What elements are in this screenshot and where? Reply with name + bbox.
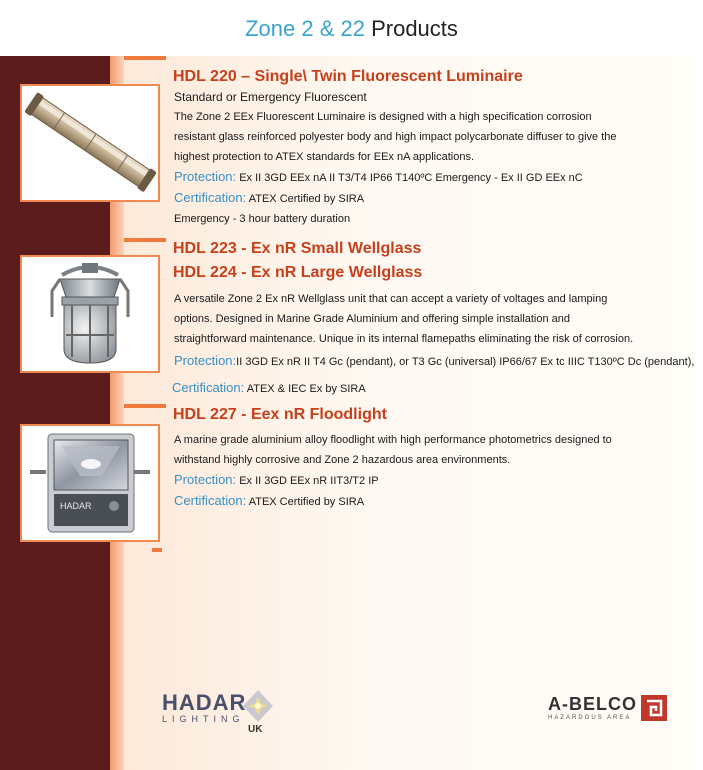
hadar-lighting-logo [162,690,263,735]
certification-value: ATEX Certified by SIRA [248,496,365,508]
a-belco-mark-icon [641,695,667,721]
certification-label: Certification: [174,493,247,508]
protection-label: Protection: [174,472,237,487]
product-body-hdl223 [174,289,694,399]
floodlight-brand-label: HADAR [60,501,92,511]
product-photo-floodlight [20,424,160,542]
page-title [0,16,703,42]
certification-label: Certification: [172,380,245,395]
a-belco-logo [548,694,667,721]
protection-value: Ex II 3GD EEx nR IIT3/T2 IP [239,475,379,487]
page-title-rest: Products [364,16,458,41]
protection-value: II 3GD Ex nR II T4 Gc (pendant), or T3 Gc (universal) IP66/67 Ex tc IIIC T130ºC Dc (pendant), [236,356,695,368]
page-title-accent: Zone 2 & 22 [245,16,365,41]
orange-accent-line [152,548,162,552]
protection-value: Ex II 3GD EEx nA II T3/T4 IP66 T140ºC Emergency - Ex II GD EEx nC [239,172,583,184]
description-line: resistant glass reinforced polyester body and high impact polycarbonate diffuser to give the [174,131,617,143]
product-heading-hdl227: HDL 227 - Eex nR Floodlight [173,406,387,423]
description-line: A marine grade aluminium alloy floodlight with high performance photometrics designed to [174,434,612,446]
subheading: Standard or Emergency Fluorescent [174,90,367,104]
protection-label: Protection: [174,169,237,184]
orange-accent-line [124,56,166,60]
product-body-hdl220: Standard or Emergency Fluorescent The Zone 2 EEx Fluorescent Luminaire is designed with a high specification corrosion resistant glass reinforced polyester body and high impact polycarbonate diffuser to give the highest protection to ATEX standards for EEx nA applications. Protection: Ex II 3GD EEx nA II T3/T4 IP66 T140ºC Emergency - Ex II GD EEx nC Certification: ATEX Certified by SIRA Emergency - 3 hour battery duration [174,87,694,229]
description-line: A versatile Zone 2 Ex nR Wellglass unit that can accept a variety of voltages and lamping [174,293,608,305]
hadar-wordmark: HADAR [162,690,247,715]
fluorescent-luminaire-image [22,86,158,200]
orange-accent-line [124,238,166,242]
certification-label: Certification [174,190,243,205]
description-line: highest protection to ATEX standards for EEx nA applications. [174,151,475,163]
description-line: straightforward maintenance. Unique in its internal flamepaths eliminating the risk of corrosion. [174,333,634,345]
uk-label: UK [248,724,263,735]
battery-note: Emergency - 3 hour battery duration [174,213,351,225]
orange-accent-line [124,404,166,408]
certification-value: ATEX & IEC Ex by SIRA [246,383,366,395]
protection-label: Protection: [174,353,237,368]
description-line: options. Designed in Marine Grade Aluminium and offering simple installation and [174,313,571,325]
product-heading-hdl224: HDL 224 - Ex nR Large Wellglass [173,264,423,281]
a-belco-subtitle: HAZARDOUS AREA [548,715,632,721]
a-belco-wordmark: A-BELCO [548,694,637,714]
product-heading-hdl223: HDL 223 - Ex nR Small Wellglass [173,240,422,257]
star-emblem-icon [240,688,276,724]
floodlight-image [22,426,158,540]
description-line: The Zone 2 EEx Fluorescent Luminaire is designed with a high specification corrosion [174,111,592,123]
wellglass-luminaire-image [22,257,158,371]
product-heading-hdl220: HDL 220 – Single\ Twin Fluorescent Luminaire [173,68,523,85]
product-photo-wellglass [20,255,160,373]
description-line: withstand highly corrosive and Zone 2 hazardous area environments. [174,454,511,466]
lighting-wordmark: LIGHTING [162,714,245,724]
product-photo-fluorescent [20,84,160,202]
product-body-hdl227 [174,430,694,512]
certification-value: ATEX Certified by SIRA [248,193,365,205]
